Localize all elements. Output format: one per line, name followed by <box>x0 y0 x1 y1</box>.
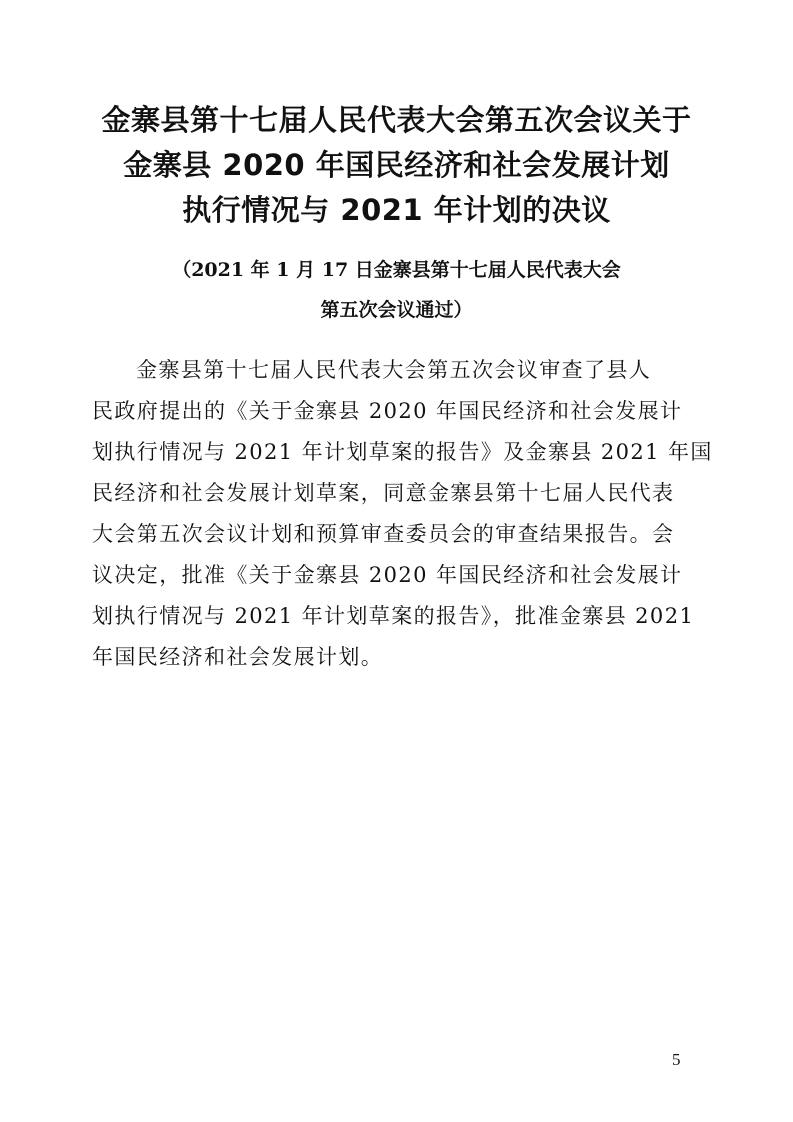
body-line-1: 金寨县第十七届人民代表大会第五次会议审查了县人 <box>136 358 652 382</box>
body-line-6: 议决定，批准《关于金寨县 2020 年国民经济和社会发展计 <box>92 563 683 587</box>
title-line-2: 金寨县 2020 年国民经济和社会发展计划 <box>123 148 670 182</box>
page-number: 5 <box>672 1050 681 1069</box>
title-line-3: 执行情况与 2021 年计划的决议 <box>182 193 611 227</box>
body-line-7: 划执行情况与 2021 年计划草案的报告》，批准金寨县 2021 <box>92 604 695 628</box>
adoption-note <box>60 250 733 330</box>
body-line-5: 大会第五次会议计划和预算审查委员会的审查结果报告。会 <box>92 522 675 546</box>
document-title <box>60 98 733 233</box>
body-line-3: 划执行情况与 2021 年计划草案的报告》及金寨县 2021 年国 <box>92 440 713 464</box>
title-line-1: 金寨县第十七届人民代表大会第五次会议关于 <box>101 103 692 137</box>
adoption-note-line-1: （2021 年 1 月 17 日金寨县第十七届人民代表大会 <box>172 259 621 281</box>
resolution-body <box>92 350 713 678</box>
adoption-note-line-2: 第五次会议通过） <box>320 299 473 321</box>
body-line-8: 年国民经济和社会发展计划。 <box>92 645 384 669</box>
body-line-4: 民经济和社会发展计划草案，同意金寨县第十七届人民代表 <box>92 481 675 505</box>
body-line-2: 民政府提出的《关于金寨县 2020 年国民经济和社会发展计 <box>92 399 683 423</box>
